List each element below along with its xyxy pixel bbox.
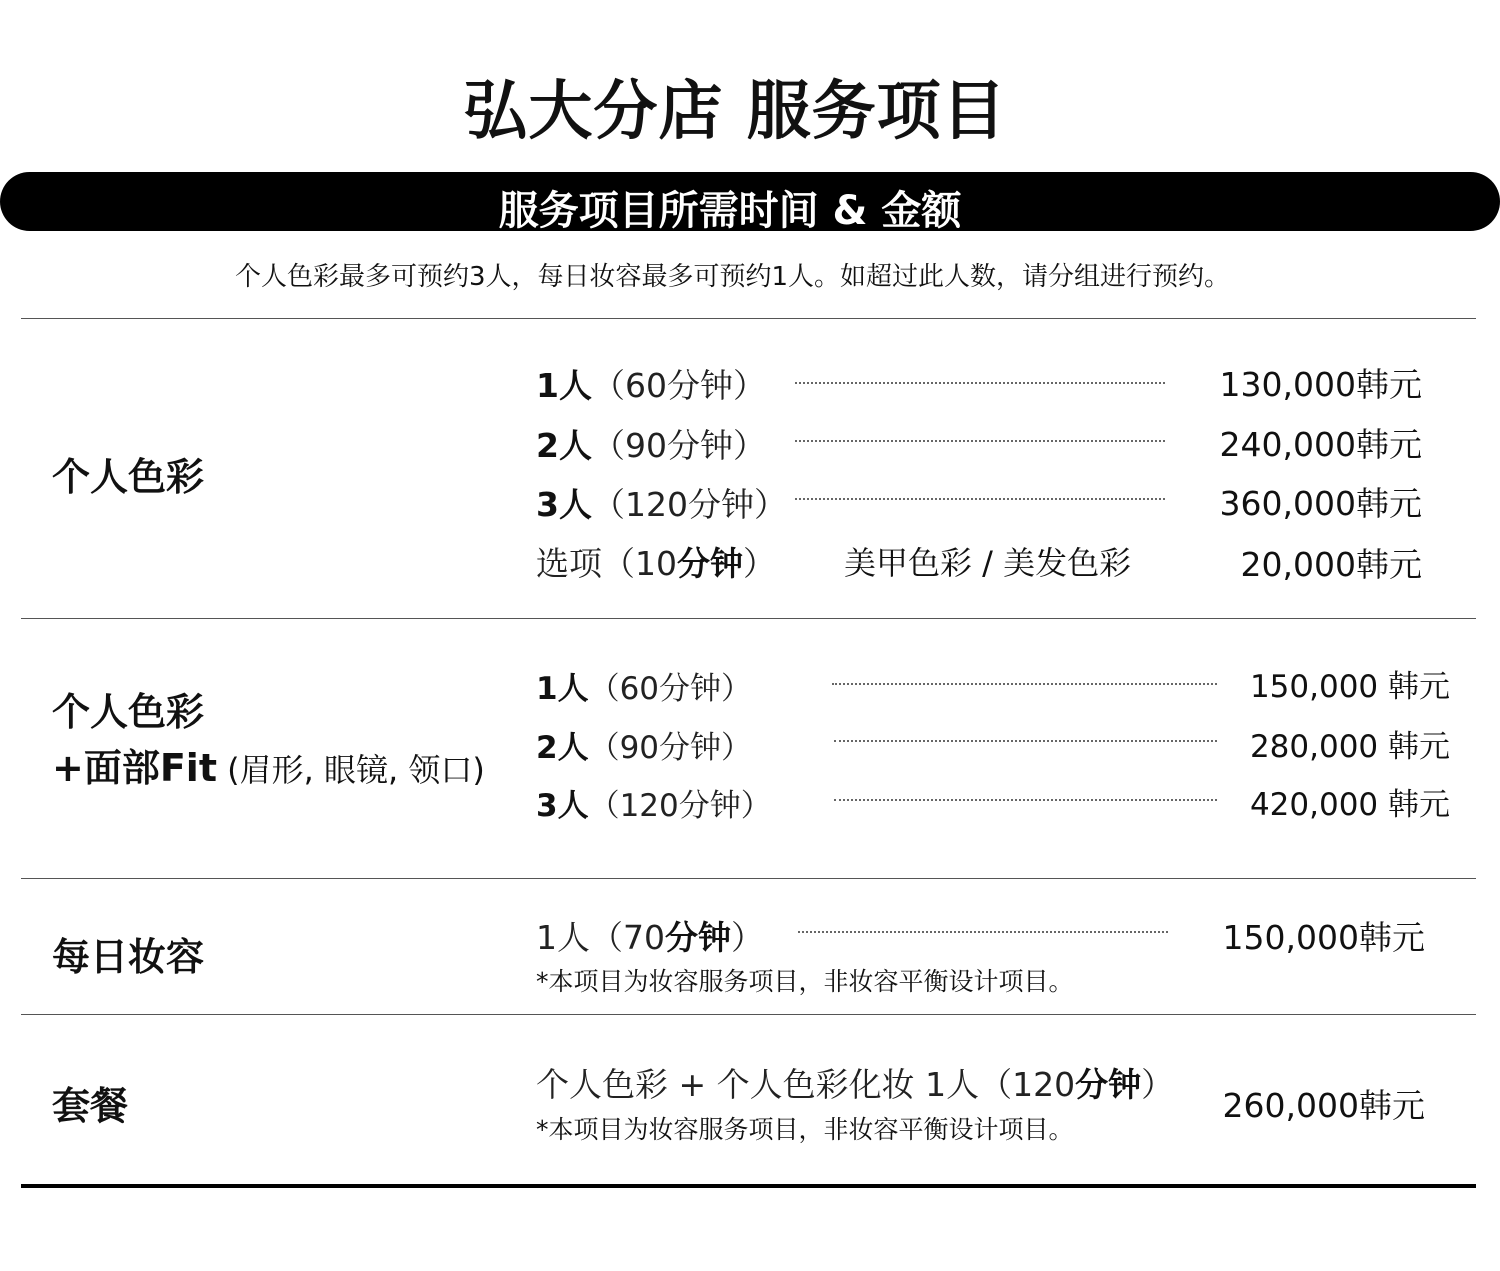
people-count: 2人 [536,426,592,465]
price: 360,000韩元 [1219,484,1422,523]
dotted-leader [834,740,1217,742]
duration: （90分钟） [591,426,766,465]
price: 280,000 韩元 [1249,729,1450,765]
price: 260,000韩元 [1222,1086,1425,1125]
people-count: 1人 [536,366,592,405]
duration-unit: 分钟 [665,918,731,957]
duration: （120分钟） [588,788,772,824]
section-title-subtitle: (眉形, 眼镜, 领口) [217,751,485,789]
divider [21,878,1476,879]
dotted-leader [795,440,1165,442]
price: 420,000 韩元 [1249,787,1450,823]
page-title: 弘大分店 服务项目 [463,75,1007,149]
package-text: 个人色彩 + 个人色彩化妆 1人（120 [536,1065,1076,1104]
dotted-leader [795,498,1165,500]
price-row-label [536,722,752,767]
booking-notice: 个人色彩最多可预约3人，每日妆容最多可预约1人。如超过此人数，请分组进行预约。 [234,262,1231,292]
people-count: 1人 [536,671,589,707]
price-row-label [536,360,766,407]
price-row-label [536,420,766,467]
section-title-fit: +面部Fit [52,746,217,790]
people-duration: 1人（70 [536,918,665,957]
dotted-leader [834,799,1217,801]
price: 150,000韩元 [1222,918,1425,957]
price-row-label [536,479,787,526]
price: 20,000韩元 [1240,545,1422,584]
section-title-personal-color-fit [52,684,485,798]
people-count: 2人 [536,730,589,766]
package-unit: 分钟 [1075,1065,1142,1104]
option-text: 选项（10 [536,544,677,583]
section-title-line2 [52,740,485,798]
price-row-label [536,912,764,959]
people-count: 3人 [536,485,592,524]
dotted-leader [832,683,1217,685]
service-note: *本项目为妆容服务项目，非妆容平衡设计项目。 [536,1115,1074,1144]
divider [21,618,1476,619]
price-row-label [536,780,772,825]
duration: （60分钟） [591,366,766,405]
price: 150,000 韩元 [1249,669,1450,705]
duration: （90分钟） [588,730,753,766]
section-title-daily-makeup: 每日妆容 [52,935,205,979]
section-title-package: 套餐 [52,1084,129,1128]
dotted-leader [798,931,1168,933]
option-end: ） [743,544,776,583]
duration: （120分钟） [591,485,787,524]
package-end: ） [1141,1065,1175,1104]
people-count: 3人 [536,788,589,824]
price-row-label [536,663,752,708]
option-unit: 分钟 [677,544,743,583]
duration: （60分钟） [588,671,753,707]
option-description: 美甲色彩 / 美发色彩 [844,544,1132,582]
service-note: *本项目为妆容服务项目，非妆容平衡设计项目。 [536,967,1074,996]
section-title-personal-color: 个人色彩 [52,455,205,499]
divider [21,318,1476,319]
banner-title: 服务项目所需时间 & 金额 [498,188,962,234]
divider [21,1014,1476,1015]
package-description [536,1059,1174,1106]
price: 240,000韩元 [1219,425,1422,464]
dotted-leader [795,382,1165,384]
option-label [536,538,776,585]
section-title-line1: 个人色彩 [52,690,205,734]
duration-end: ） [731,918,764,957]
price: 130,000韩元 [1219,365,1422,404]
bottom-rule [21,1184,1476,1188]
